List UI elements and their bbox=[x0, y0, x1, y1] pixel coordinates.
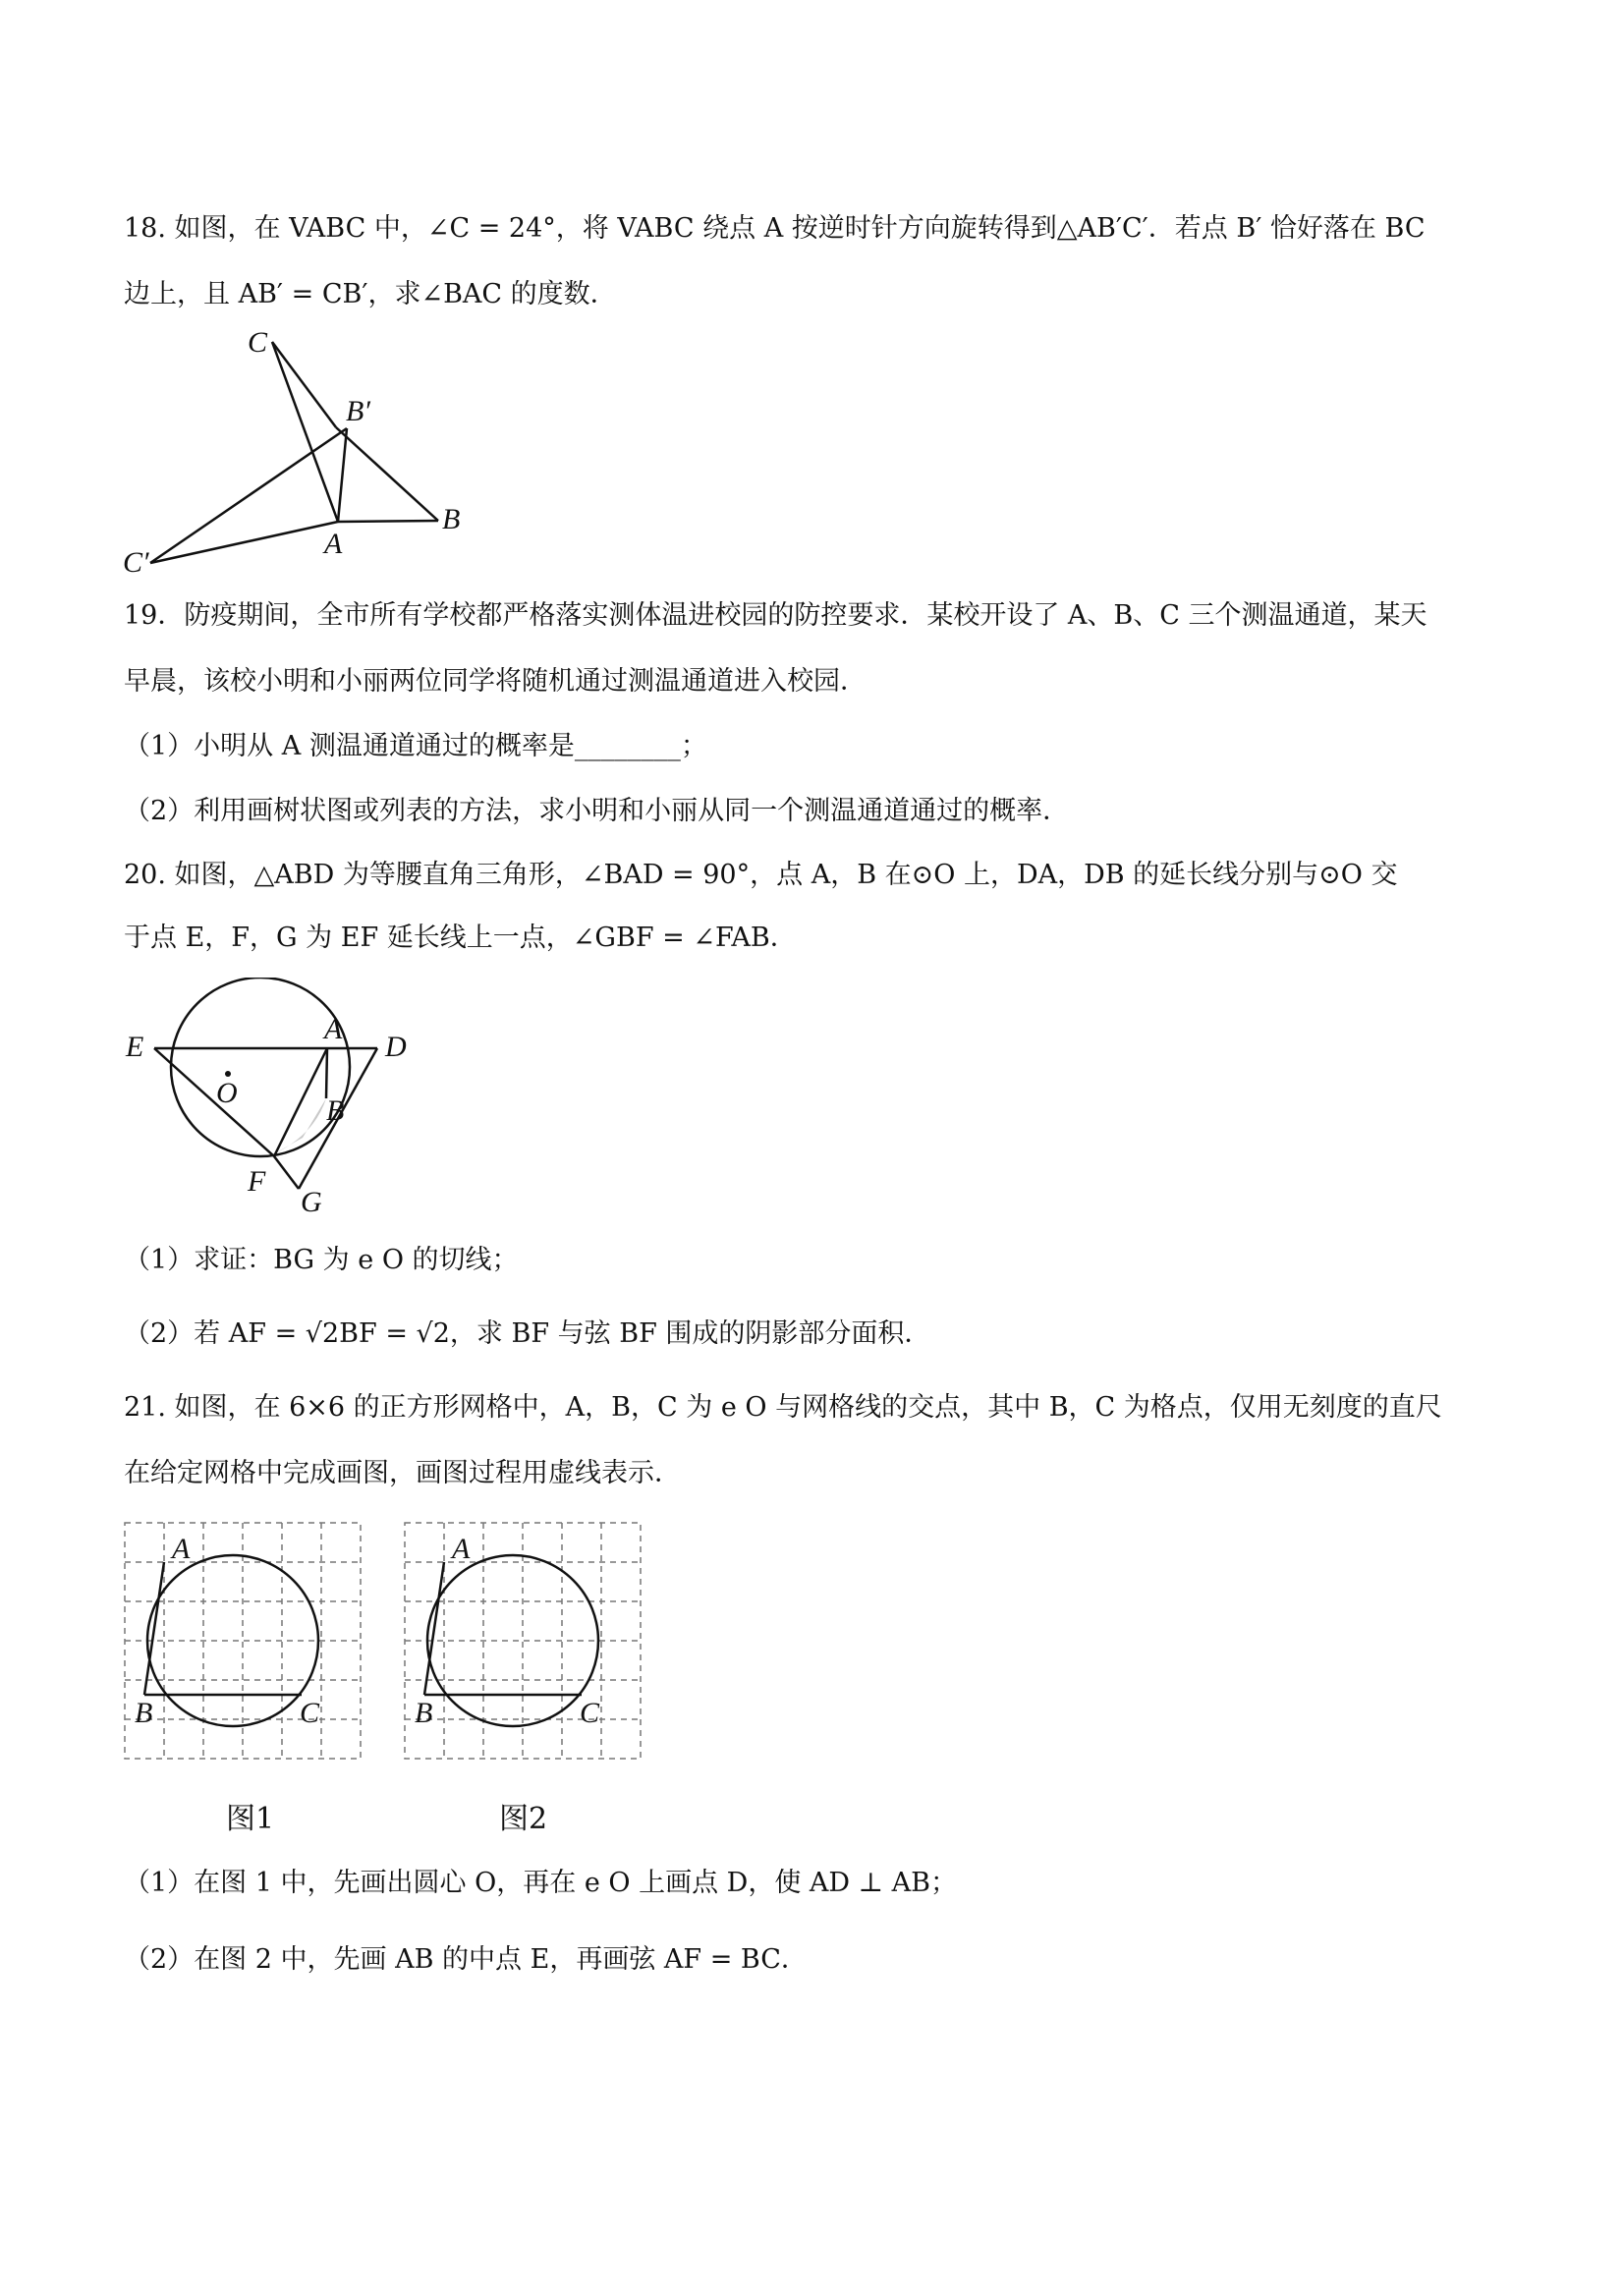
q18-segment-AB bbox=[338, 521, 438, 522]
q19-text-line1: 19．防疫期间，全市所有学校都严格落实测体温进校园的防控要求．某校开设了 A、B、C 三个测温通道，某天 bbox=[124, 600, 1427, 631]
q20-text-line2: 于点 E，F，G 为 EF 延长线上一点，∠GBF = ∠FAB． bbox=[124, 923, 797, 953]
q20-label-B: B bbox=[326, 1094, 345, 1127]
q20-label-D: D bbox=[385, 1031, 407, 1063]
q20-part1: （1）求证：BG 为 e O 的切线； bbox=[124, 1245, 519, 1275]
q21-figure-1 bbox=[123, 1521, 368, 1766]
q18-label-Cp: C′ bbox=[123, 546, 149, 579]
q21-fig2-caption: 图2 bbox=[499, 1802, 548, 1836]
q18-label-Bp: B′ bbox=[346, 395, 370, 427]
q20-figure bbox=[118, 978, 432, 1223]
q21-part1: （1）在图 1 中，先画出圆心 O，再在 e O 上画点 D，使 AD ⊥ AB； bbox=[124, 1868, 957, 1898]
q20-label-E: E bbox=[126, 1031, 144, 1063]
q18-text-line2: 边上，且 AB′ = CB′，求∠BAC 的度数． bbox=[124, 279, 617, 309]
q18-label-B: B bbox=[442, 503, 461, 535]
q18-label-A: A bbox=[324, 528, 343, 560]
q20-label-A: A bbox=[324, 1013, 343, 1045]
q21-text-line2: 在给定网格中完成画图，画图过程用虚线表示． bbox=[124, 1458, 681, 1488]
q20-segment-AB bbox=[326, 1048, 327, 1098]
q21-fig1-caption: 图1 bbox=[226, 1802, 275, 1836]
q21-fig1-label-C: C bbox=[300, 1697, 320, 1729]
q19-part2: （2）利用画树状图或列表的方法，求小明和小丽从同一个测温通道通过的概率． bbox=[124, 796, 1070, 826]
q18-segment-BpCp bbox=[150, 428, 347, 563]
q21-fig2-label-B: B bbox=[415, 1697, 433, 1729]
q21-text-line1: 21. 如图，在 6×6 的正方形网格中，A，B，C 为 e O 与网格线的交点，其中 B，C 为格点，仅用无刻度的直尺 bbox=[124, 1392, 1442, 1423]
q20-text-line1: 20. 如图，△ABD 为等腰直角三角形，∠BAD = 90°，点 A，B 在⊙O 上，DA，DB 的延长线分别与⊙O 交 bbox=[124, 860, 1398, 890]
q20-part2: （2）若 AF = √2BF = √2，求 BF 与弦 BF 围成的阴影部分面积． bbox=[124, 1318, 931, 1349]
q18-figure bbox=[118, 324, 481, 580]
q20-label-G: G bbox=[301, 1186, 322, 1218]
q20-segment-FG bbox=[274, 1156, 299, 1189]
q18-segment-CBp bbox=[272, 342, 336, 427]
q21-figure-2 bbox=[403, 1521, 648, 1766]
q20-segment-AF bbox=[274, 1048, 327, 1156]
q21-fig1-label-B: B bbox=[135, 1697, 153, 1729]
q18-label-C: C bbox=[248, 326, 268, 359]
q21-fig2-label-A: A bbox=[452, 1533, 471, 1565]
q19-text-line2: 早晨，该校小明和小丽两位同学将随机通过测温通道进入校园． bbox=[124, 666, 867, 697]
q20-circle-O bbox=[171, 978, 350, 1156]
q20-label-F: F bbox=[248, 1165, 266, 1198]
q18-segment-ABp bbox=[338, 428, 347, 522]
q21-fig2-label-C: C bbox=[580, 1697, 600, 1729]
q18-text-line1: 18. 如图，在 VABC 中，∠C = 24°，将 VABC 绕点 A 按逆时针方向旋转得到△AB′C′．若点 B′ 恰好落在 BC bbox=[124, 213, 1426, 244]
q21-fig1-label-A: A bbox=[172, 1533, 191, 1565]
q20-label-O: O bbox=[216, 1077, 238, 1109]
q19-part1: （1）小明从 A 测温通道通过的概率是________； bbox=[124, 731, 707, 761]
q21-part2: （2）在图 2 中，先画 AB 的中点 E，再画弦 AF = BC． bbox=[124, 1944, 808, 1975]
q20-segment-EF bbox=[154, 1048, 274, 1156]
q18-segment-BpB bbox=[336, 427, 438, 521]
q18-segment-CA bbox=[272, 342, 338, 522]
